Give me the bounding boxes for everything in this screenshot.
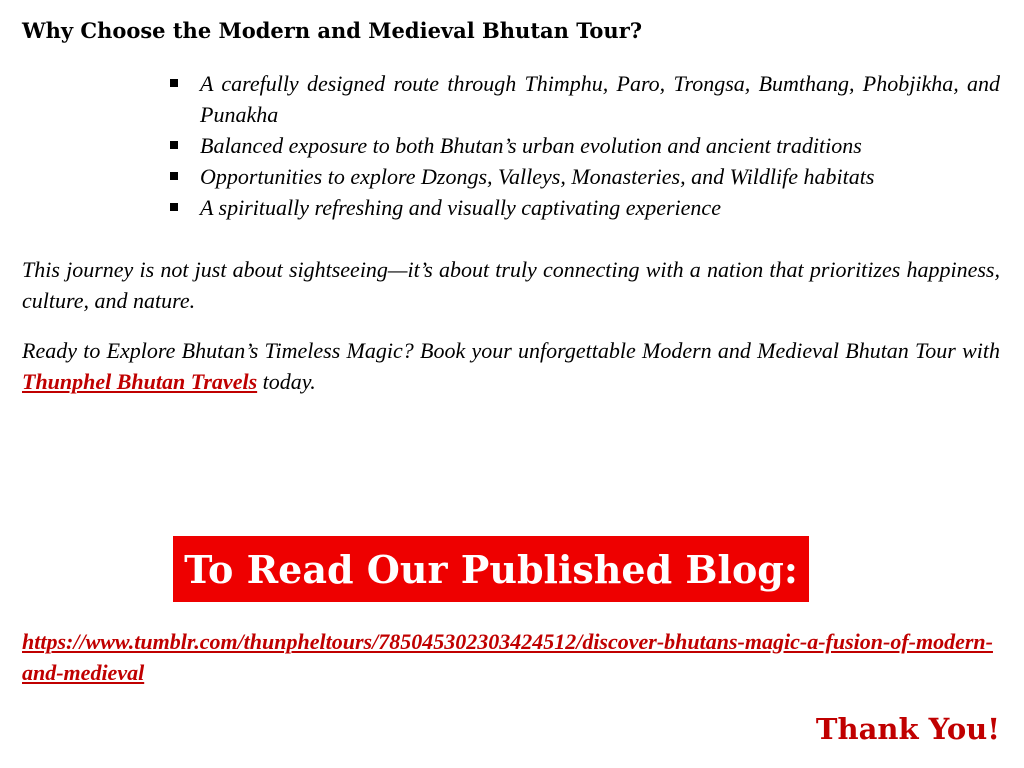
cta-text-before: Ready to Explore Bhutan’s Timeless Magic? Book your unforgettable Modern and Medieval Bhutan Tour with xyxy=(22,338,1000,363)
slide-heading: Why Choose the Modern and Medieval Bhutan Tour? xyxy=(22,18,643,43)
blog-banner-text: To Read Our Published Blog: xyxy=(184,546,798,592)
cta-text-after: today. xyxy=(257,369,316,394)
bullet-item xyxy=(168,161,1000,192)
bullet-text: A carefully designed route through Thimphu, Paro, Trongsa, Bumthang, Phobjikha, and Punakha xyxy=(200,71,1000,127)
blog-url-link[interactable]: https://www.tumblr.com/thunpheltours/785045302303424512/discover-bhutans-magic-a-fusion-of-modern-and-medieval xyxy=(22,629,993,685)
journey-paragraph: This journey is not just about sightseeing—it’s about truly connecting with a nation that prioritizes happiness, culture, and nature. xyxy=(22,257,1000,313)
bullet-item xyxy=(168,130,1000,161)
bullet-text: Opportunities to explore Dzongs, Valleys, Monasteries, and Wildlife habitats xyxy=(200,164,875,189)
square-bullet-icon xyxy=(170,203,178,211)
square-bullet-icon xyxy=(170,141,178,149)
bullet-item xyxy=(168,68,1000,130)
bullet-text: A spiritually refreshing and visually captivating experience xyxy=(200,195,721,220)
call-to-action-paragraph xyxy=(22,335,1000,397)
blog-banner xyxy=(173,536,809,602)
square-bullet-icon xyxy=(170,79,178,87)
thank-you-text: Thank You! xyxy=(815,712,1000,746)
feature-bullet-list xyxy=(168,68,1000,223)
thunphel-travels-link[interactable]: Thunphel Bhutan Travels xyxy=(22,369,258,394)
square-bullet-icon xyxy=(170,172,178,180)
bullet-item xyxy=(168,192,1000,223)
bullet-text: Balanced exposure to both Bhutan’s urban evolution and ancient traditions xyxy=(200,133,862,158)
